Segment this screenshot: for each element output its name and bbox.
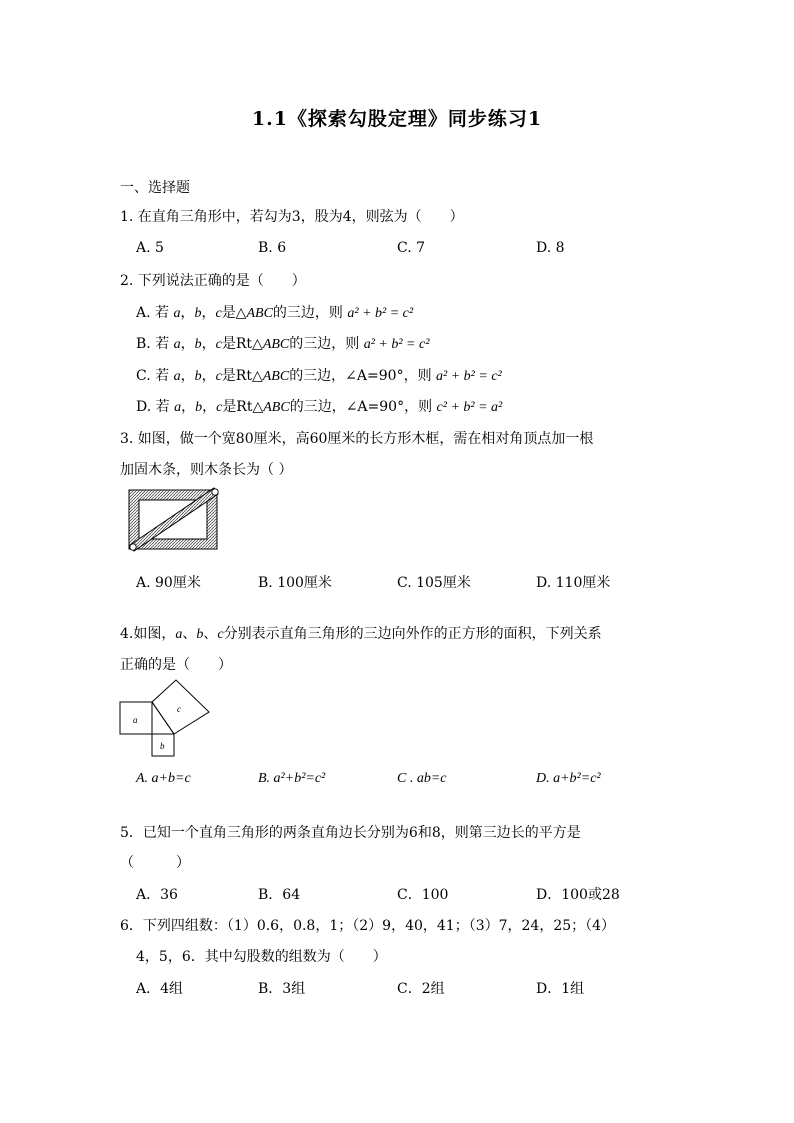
q2-b-prefix: B. 若	[136, 336, 170, 352]
q1-option-b: B. 6	[258, 240, 287, 256]
q6-option-c: C．2组	[397, 981, 445, 997]
q5-option-c: C．100	[397, 887, 449, 903]
q4-option-d	[536, 770, 601, 787]
question-3-stem-line2: 加固木条，则木条长为（ ）	[120, 462, 293, 478]
q6-option-b: B．3组	[258, 981, 306, 997]
q2-b-mid1: 是Rt△	[221, 336, 263, 352]
question-4-stem-line2: 正确的是（ ）	[120, 657, 232, 673]
q2-b-formula: a² + b² = c²	[363, 337, 430, 352]
q6-option-a: A．4组	[136, 981, 184, 997]
question-4-stem-line1: 4.如图，a、b、c分别表示直角三角形的三边向外作的正方形的面积，下列关系	[120, 626, 602, 642]
q2-c-prefix: C. 若	[136, 368, 170, 384]
q6-option-d: D．1组	[536, 981, 585, 997]
q2-a-prefix: A. 若	[136, 305, 170, 321]
q2-d-mid2: 的三边，∠A=90°，则	[289, 399, 433, 415]
q2-a-mid1: 是△	[221, 305, 247, 321]
question-2-stem: 2. 下列说法正确的是（ ）	[120, 273, 306, 289]
q2-option-c: C. 若 a，b，c是Rt△ABC的三边，∠A=90°，则 a² + b² = c²	[136, 368, 502, 384]
pythagoras-squares-figure	[116, 678, 216, 764]
square-b-label: b	[160, 741, 165, 751]
q1-option-c: C. 7	[397, 240, 426, 256]
q2-a-formula: a² + b² = c²	[347, 306, 414, 321]
q4-option-d-text: D. a+b²=c²	[536, 771, 601, 786]
question-6-stem-line1: 6．下列四组数：（1）0.6，0.8，1；（2）9，40，41；（3）7，24，25；（4）	[120, 918, 616, 934]
q4-option-c	[397, 770, 447, 787]
q3-option-d: D. 110厘米	[536, 575, 611, 591]
q2-d-formula: c² + b² = a²	[436, 400, 503, 415]
q3-option-a: A. 90厘米	[136, 575, 201, 591]
page-title: 1.1《探索勾股定理》同步练习1	[251, 108, 543, 130]
section-heading: 一、选择题	[120, 180, 190, 196]
q2-a-mid2: 的三边，则	[272, 305, 343, 321]
q2-c-formula: a² + b² = c²	[436, 369, 502, 384]
q4-option-b-text: B. a²+b²=c²	[258, 771, 326, 786]
q5-option-b: B．64	[258, 887, 301, 903]
q2-c-mid2: 的三边，∠A=90°，则	[289, 368, 432, 384]
q5-option-a: A．36	[136, 887, 178, 903]
wooden-frame-figure	[124, 485, 224, 555]
q2-b-mid2: 的三边，则	[289, 336, 360, 352]
q4-option-a-text: A. a+b=c	[136, 771, 191, 786]
question-1-stem: 1. 在直角三角形中，若勾为3，股为4，则弦为（ ）	[120, 209, 464, 225]
q3-option-b: B. 100厘米	[258, 575, 332, 591]
question-6-stem-line2: 4，5，6．其中勾股数的组数为（ ）	[136, 949, 387, 965]
q5-option-d: D．100或28	[536, 887, 620, 903]
q2-option-a: A. 若 a，b，c是△ABC的三边，则 a² + b² = c²	[136, 305, 414, 321]
square-c-label: c	[177, 704, 181, 714]
q2-d-mid1: 是Rt△	[222, 399, 264, 415]
q4-stem-prefix: 4.如图，	[120, 626, 176, 642]
q2-option-d: D. 若 a，b，c是Rt△ABC的三边，∠A=90°，则 c² + b² = a²	[136, 399, 503, 415]
q2-c-mid1: 是Rt△	[221, 368, 263, 384]
q4-option-a	[136, 770, 191, 787]
q2-d-prefix: D. 若	[136, 399, 170, 415]
q4-option-c-text: C . ab=c	[397, 771, 447, 786]
square-a-label: a	[133, 715, 138, 725]
question-5-stem-line1: 5．已知一个直角三角形的两条直角边长分别为6和8，则第三边长的平方是	[120, 825, 581, 841]
question-5-stem-line2: （ ）	[120, 855, 190, 871]
q4-stem-suffix: 分别表示直角三角形的三边向外作的正方形的面积，下列关系	[223, 626, 602, 642]
q4-option-b	[258, 770, 325, 787]
q1-option-a: A. 5	[136, 240, 164, 256]
q3-option-c: C. 105厘米	[397, 575, 471, 591]
q1-option-d: D. 8	[536, 240, 565, 256]
q2-option-b: B. 若 a，b，c是Rt△ABC的三边，则 a² + b² = c²	[136, 336, 430, 352]
question-3-stem-line1: 3. 如图，做一个宽80厘米，高60厘米的长方形木框，需在相对角顶点加一根	[120, 431, 594, 447]
